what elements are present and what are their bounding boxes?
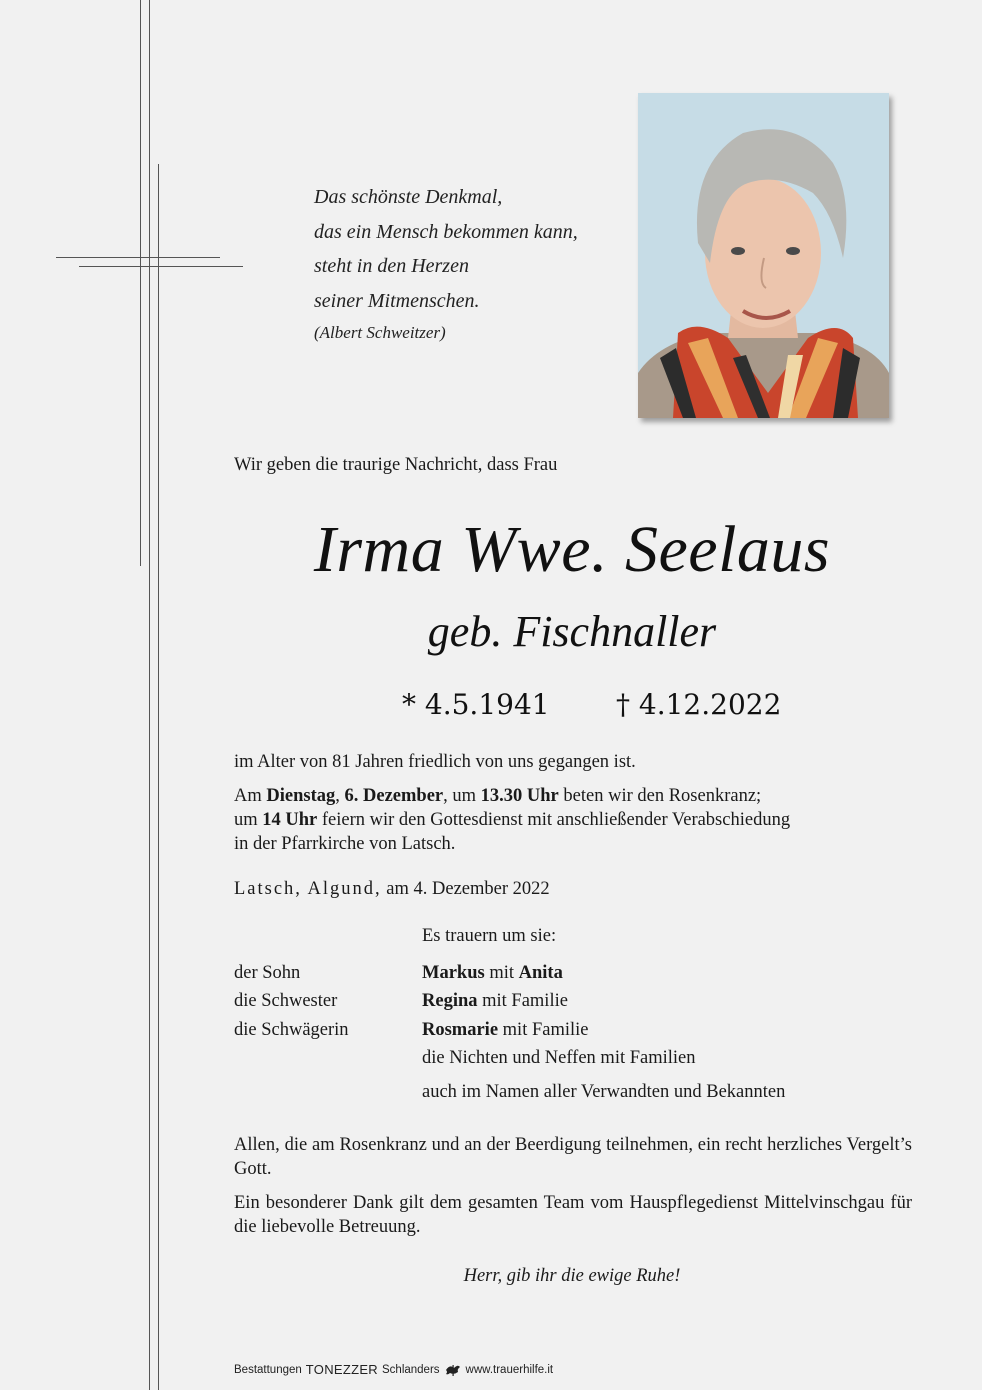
footer-company: TONEZZER [305,1362,378,1377]
thanks-paragraph-2: Ein besonderer Dank gilt dem gesamten Team vom Hauspflegedienst Mittelvinschgau für die liebevolle Betreuung. [234,1193,912,1237]
place-date [234,877,550,901]
cross-horizontal-line-1 [56,257,220,258]
portrait-photo [638,93,889,418]
cross-horizontal-line-2 [79,266,243,267]
dove-logo-icon [444,1363,462,1377]
service-line-3: in der Pfarrkirche von Latsch. [234,834,456,854]
thanks-paragraph-1: Allen, die am Rosenkranz und an der Beerdigung teilnehmen, ein recht herzliches Vergelt’s Gott. [234,1135,912,1179]
quote-line-4: seiner Mitmenschen. [314,289,480,312]
portrait-illustration [638,93,889,418]
birth-date: * 4.5.1941 [402,688,550,721]
closing-prayer: Herr, gib ihr die ewige Ruhe! [463,1266,681,1286]
quote [314,180,578,351]
deceased-name: Irma Wwe. Seelaus [313,513,831,586]
nieces-line: die Nichten und Neffen mit Familien [422,1048,696,1068]
quote-line-1: Das schönste Denkmal, [314,186,503,208]
mourner-name-3: Rosmarie mit Familie [422,1020,589,1040]
intro-text: Wir geben die traurige Nachricht, dass Frau [234,455,558,475]
mourner-name-1: Markus mit Anita [422,963,563,983]
mourners-header: Es trauern um sie: [422,926,557,946]
quote-author: (Albert Schweitzer) [314,323,446,342]
footer-url[interactable]: www.trauerhilfe.it [465,1363,554,1376]
date: am 4. Dezember 2022 [381,879,550,899]
footer-town: Schlanders [382,1363,440,1376]
mourner-name-2: Regina mit Familie [422,991,568,1011]
death-date: † 4.12.2022 [616,688,782,721]
cross-vertical-line-2 [149,0,150,1390]
cross-vertical-line-1 [140,0,141,566]
maiden-name: geb. Fischnaller [427,607,717,656]
mourner-relation-1: der Sohn [234,963,301,983]
service-line-1: Am Dienstag, 6. Dezember, um 13.30 Uhr beten wir den Rosenkranz; [234,786,762,806]
quote-line-3: steht in den Herzen [314,255,469,277]
age-line: im Alter von 81 Jahren friedlich von uns gegangen ist. [234,752,636,772]
mourner-relation-2: die Schwester [234,991,338,1011]
cross-vertical-line-3 [158,164,159,1390]
quote-line-2: das ein Mensch bekommen kann, [314,220,578,243]
place: Latsch, Algund, [234,879,382,899]
footer-prefix: Bestattungen [234,1363,302,1376]
footer [234,1362,553,1377]
mourner-relation-3: die Schwägerin [234,1020,349,1040]
service-line-2: um 14 Uhr feiern wir den Gottesdienst mit anschließender Verabschiedung [234,810,791,830]
service-paragraph [234,784,790,856]
relatives-line: auch im Namen aller Verwandten und Bekannten [422,1082,786,1102]
